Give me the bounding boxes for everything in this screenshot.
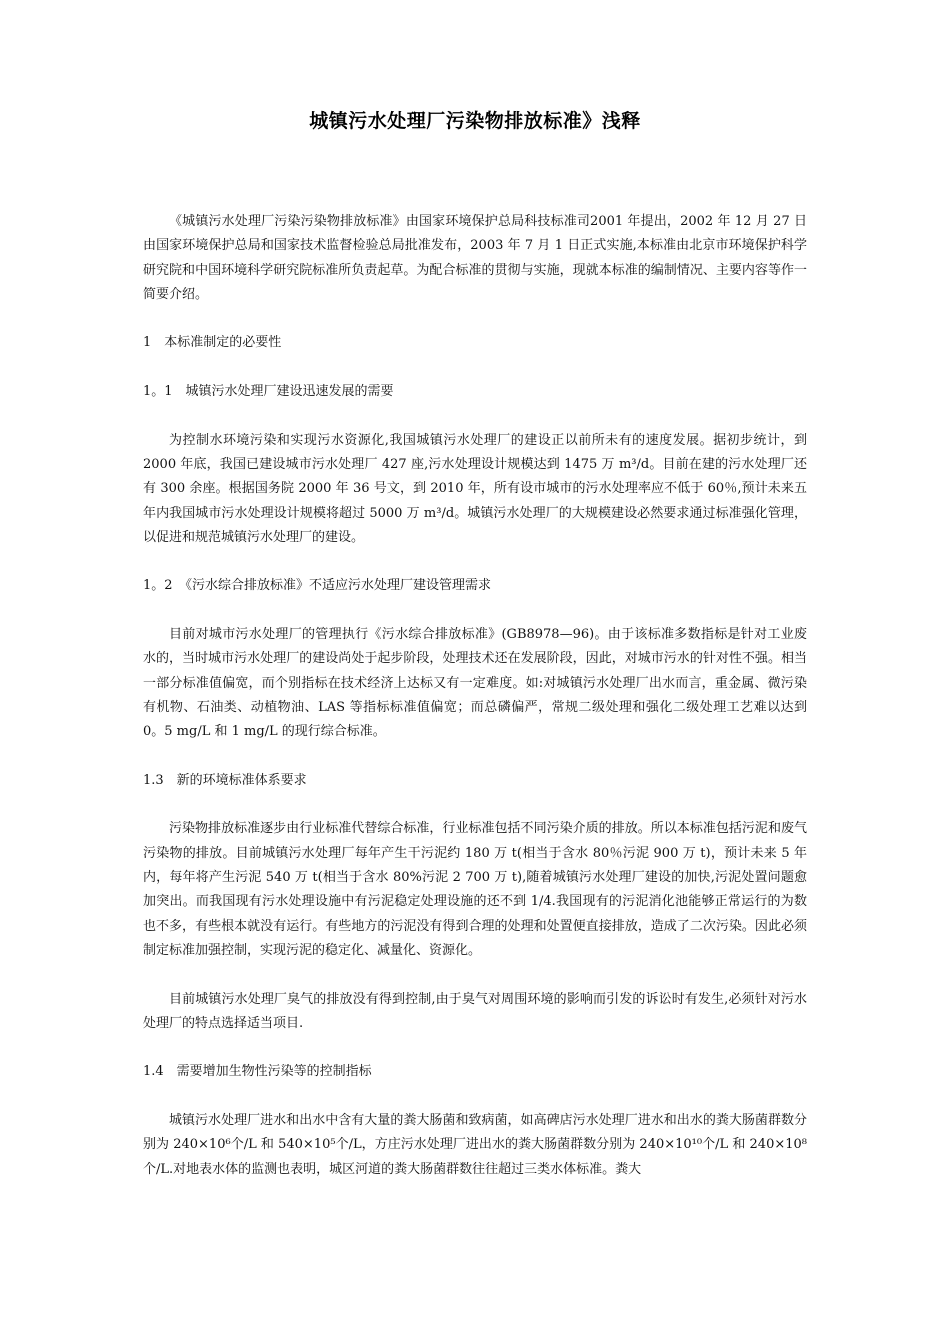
paragraph-intro: 《城镇污水处理厂污染污染物排放标准》由国家环境保护总局科技标准司2001 年提出，2002 年 12 月 27 日由国家环境保护总局和国家技术监督检验总局批准发布，2003 年 7 月 1 日正式实施,本标准由北京市环境保护科学研究院和中国环境科学研究院标准所负责起草。为配合标准的贯彻与实施，现就本标准的编制情况、主要内容等作一简要介绍。 (143, 214, 807, 302)
section-heading-1-1: 1。1 城镇污水处理厂建设迅速发展的需要 (143, 384, 394, 400)
section-heading-1-3: 1.3 新的环境标准体系要求 (143, 772, 307, 788)
document-body (143, 210, 807, 1206)
paragraph-1-1: 为控制水环境污染和实现污水资源化,我国城镇污水处理厂的建设正以前所未有的速度发展。据初步统计，到 2000 年底，我国已建设城市污水处理厂 427 座,污水处理设计规模达到 1475 万 m³/d。目前在建的污水处理厂还有 300 余座。根据国务院 2000 年 36 号文，到 2010 年，所有设市城市的污水处理率应不低于 60％,预计未来五年内我国城市污水处理设计规模将超过 5000 万 m³/d。城镇污水处理厂的大规模建设必然要求通过标准强化管理，以促进和规范城镇污水处理厂的建设。 (143, 432, 807, 545)
section-heading-1-2: 1。2 《污水综合排放标准》不适应污水处理厂建设管理需求 (143, 578, 492, 594)
paragraph-1-3-b: 目前城镇污水处理厂臭气的排放没有得到控制,由于臭气对周围环境的影响而引发的诉讼时有发生,必须针对污水处理厂的特点选择适当项目. (143, 991, 807, 1031)
document-title: 城镇污水处理厂污染物排放标准》浅释 (309, 110, 641, 132)
paragraph-1-2: 目前对城市污水处理厂的管理执行《污水综合排放标准》(GB8978—96)。由于该标准多数指标是针对工业废水的，当时城市污水处理厂的建设尚处于起步阶段，处理技术还在发展阶段，因此，对城市污水的针对性不强。相当一部分标准值偏宽，而个别指标在技术经济上达标又有一定难度。如:对城镇污水处理厂出水而言，重金属、微污染有机物、石油类、动植物油、LAS 等指标标准值偏宽；而总磷偏严，常规二级处理和强化二级处理工艺难以达到 0。5 mg/L 和 1 mg/L 的现行综合标准。 (143, 627, 807, 740)
section-heading-1-4: 1.4 需要增加生物性污染等的控制指标 (143, 1064, 372, 1080)
paragraph-1-4: 城镇污水处理厂进水和出水中含有大量的粪大肠菌和致病菌，如高碑店污水处理厂进水和出水的粪大肠菌群数分别为 240×10⁶个/L 和 540×10⁵个/L，方庄污水处理厂进出水的粪大肠菌群数分别为 240×10¹⁰个/L 和 240×10⁸个/L.对地表水体的监测也表明，城区河道的粪大肠菌群数往往超过三类水体标准。粪大 (143, 1112, 807, 1177)
section-heading-1: 1 本标准制定的必要性 (143, 335, 282, 351)
paragraph-1-3-a: 污染物排放标准逐步由行业标准代替综合标准，行业标准包括不同污染介质的排放。所以本标准包括污泥和废气污染物的排放。目前城镇污水处理厂每年产生干污泥约 180 万 t(相当于含水 80％污泥 900 万 t)，预计未来 5 年内，每年将产生污泥 540 万 t(相当于含水 80%污泥 2 700 万 t),随着城镇污水处理厂建设的加快,污泥处置问题愈加突出。而我国现有污水处理设施中有污泥稳定处理设施的还不到 1/4.我国现有的污泥消化池能够正常运行的为数也不多，有些根本就没有运行。有些地方的污泥没有得到合理的处理和处置便直接排放，造成了二次污染。因此必须制定标准加强控制，实现污泥的稳定化、减量化、资源化。 (143, 821, 807, 958)
